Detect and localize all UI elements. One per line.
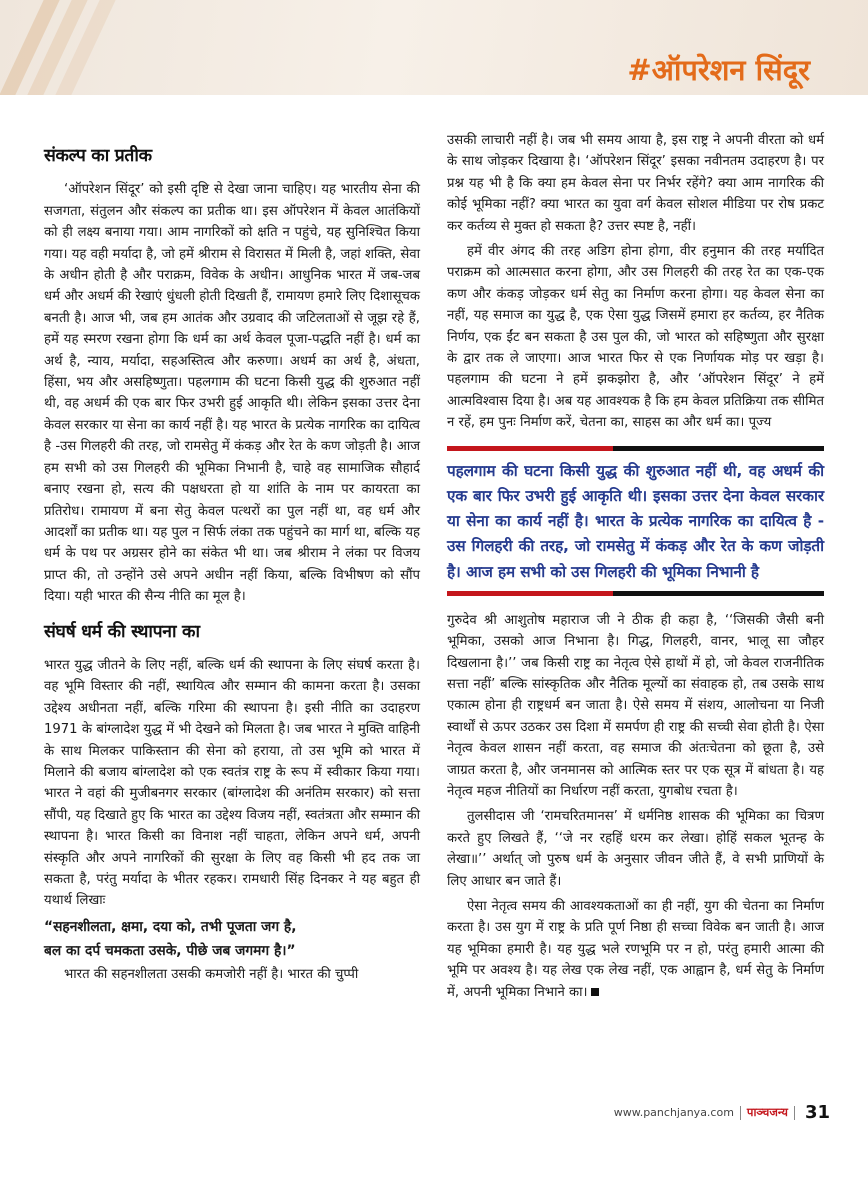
section-heading: संकल्प का प्रतीक (44, 146, 152, 166)
footer-divider (740, 1106, 741, 1120)
pull-quote-rule (447, 591, 824, 596)
pull-quote (447, 446, 824, 596)
body-paragraph: गुरुदेव श्री आशुतोष महाराज जी ने ठीक ही कहा है, ‘‘जिसकी जैसी बनी भूमिका, उसको आज निभाना है। गिद्ध, गिलहरी, वानर, भालू सा जौहर दिखलाना है।’’ जब किसी राष्ट्र का नेतृत्व ऐसे हाथों में हो, जो केवल राजनीतिक सत्ता नहीं’ बल्कि सांस्कृतिक और नैतिक मूल्यों का संवाहक हो, तब उसके साथ एकात्म होना ही राष्ट्रधर्म बन जाता है। ऐसे समय में संशय, आलोचना या निजी स्वार्थों से ऊपर उठकर उस दिशा में समर्पण ही राष्ट्र की सच्ची सेवा होती है। ऐसा नेतृत्व केवल शासन नहीं करता, वह समाज की अंतःचेतना को छूता है, उसे जाग्रत करता है, और जनमानस को आत्मिक स्तर पर एक सूत्र में बांधता है। यह नेतृत्व महज नीतियों का निर्धारण नहीं करता, युगबोध रचता है। (447, 612, 824, 799)
body-paragraph: भारत की सहनशीलता उसकी कमजोरी नहीं है। भारत की चुप्पी (64, 966, 359, 982)
header-band (0, 0, 868, 95)
footer-url: www.panchjanya.com (613, 1106, 734, 1119)
page-number: 31 (804, 1102, 830, 1123)
end-mark-icon (591, 988, 599, 996)
section-heading: संघर्ष धर्म की स्थापना का (44, 621, 200, 642)
poem-quote-line: “सहनशीलता, क्षमा, दया को, तभी पूजता जग है, (44, 918, 297, 935)
body-paragraph: उसकी लाचारी नहीं है। जब भी समय आया है, इस राष्ट्र ने अपनी वीरता को धर्म के साथ जोड़कर दिखाया है। ‘ऑपरेशन सिंदूर’ इसका नवीनतम उदाहरण है। पर प्रश्न यह भी है कि क्या हम केवल सेना पर निर्भर रहेंगे? क्या आम नागरिक की कोई भूमिका नहीं? क्या भारत का युवा वर्ग केवल सोशल मीडिया पर रोष प्रकट कर कर्तव्य से मुक्त हो सकता है? उत्तर स्पष्ट है, नहीं। (447, 133, 824, 234)
poem-quote-line: बल का दर्प चमकता उसके, पीछे जब जगमग है।” (44, 942, 296, 959)
left-column (44, 138, 420, 989)
body-paragraph: हमें वीर अंगद की तरह अडिग होना होगा, वीर हनुमान की तरह मर्यादित पराक्रम को आत्मसात करना होगा, और उस गिलहरी की तरह रेत का एक-एक कण और कंकड़ जोड़कर धर्म सेतु का निर्माण करना होगा। यह केवल सेना का नहीं, यह समाज का युद्ध है, एक ऐसा युद्ध जिसमें हमारा हर कर्तव्य, हर नैतिक निर्णय, एक ईंट बन सकता है उस पुल की, जो भारत को सहिष्णुता और सुरक्षा के द्वार तक ले जाएगा। आज भारत फिर से एक निर्णायक मोड़ पर खड़ा है। पहलगाम की घटना ने हमें झकझोरा है, और ‘ऑपरेशन सिंदूर’ ने हमें आत्मविश्वास दिया है। अब यह आवश्यक है कि हम केवल प्रतिक्रिया तक सीमित न रहें, हम पुनः निर्माण करें, चेतना का, साहस का और धर्म का। पूज्य (447, 244, 824, 431)
pull-quote-text: पहलगाम की घटना किसी युद्ध की शुरुआत नहीं थी, वह अधर्म की एक बार फिर उभरी हुई आकृति थी। इसका उत्तर देना केवल सरकार या सेना का कार्य नहीं है। भारत के प्रत्येक नागरिक का दायित्व है - उस गिलहरी की तरह, जो रामसेतु में कंकड़ और रेत के कण जोड़ती है। आज हम सभी को उस गिलहरी की भूमिका निभानी है (447, 461, 824, 581)
body-paragraph: भारत युद्ध जीतने के लिए नहीं, बल्कि धर्म की स्थापना के लिए संघर्ष करता है। वह भूमि विस्तार की नहीं, स्थायित्व और सम्मान की कामना करता है। उसका उद्देश्य अधीनता नहीं, बल्कि गरिमा की स्थापना है। इसी नीति का उदाहरण 1971 के बांग्लादेश युद्ध में भी देखने को मिलता है। जब भारत ने मुक्ति वाहिनी के साथ मिलकर पाकिस्तान की सेना को हराया, तो उस भूमि को भारत में मिलाने की बजाय बांग्लादेश को एक स्वतंत्र राष्ट्र के रूप में स्वीकार किया गया। भारत ने वहां की मुजीबनगर सरकार (बांग्लादेश की अनंतिम सरकार) को सत्ता सौंपी, यह दिखाते हुए कि भारत का उद्देश्य विजय नहीं, स्वतंत्रता और सम्मान की स्थापना है। भारत किसी का विनाश नहीं चाहता, लेकिन अपने धर्म, अपनी संस्कृति और अपने नागरिकों की सुरक्षा के लिए वह किसी भी हद तक जा सकता है, परंतु मर्यादा के भीतर रहकर। रामधारी सिंह दिनकर ने यह बहुत ही यथार्थ लिखाः (44, 657, 420, 909)
body-paragraph: ‘ऑपरेशन सिंदूर’ को इसी दृष्टि से देखा जाना चाहिए। यह भारतीय सेना की सजगता, संतुलन और संकल्प का प्रतीक था। इस ऑपरेशन में केवल आतंकियों को ही लक्ष्य बनाया गया। आम नागरिकों को क्षति न पहुंचे, यह सुनिश्चित किया गया। यह वही मर्यादा है, जो हमें श्रीराम से विरासत में मिली है, जहां शक्ति, सेवा के अधीन होती है और पराक्रम, विवेक के अधीन। आधुनिक भारत में जब-जब धर्म और अधर्म की रेखाएं धुंधली होती दिखती हैं, रामायण हमारे लिए दिशासूचक बनती है। आज भी, जब हम आतंक और उग्रवाद की जटिलताओं से जूझ रहे हैं, हमें यह स्मरण रखना होगा कि धर्म का अर्थ केवल पूजा-पद्धति नहीं है। धर्म का अर्थ है, न्याय, मर्यादा, सहअस्तित्व और करुणा। अधर्म का अर्थ है, अंधता, हिंसा, भय और असहिष्णुता। पहलगाम की घटना किसी युद्ध की शुरुआत नहीं थी, वह अधर्म की एक बार फिर उभरी हुई आकृति थी। लेकिन इसका उत्तर देना केवल सरकार या सेना का कार्य नहीं है। यह भारत के प्रत्येक नागरिक का दायित्व है -उस गिलहरी की तरह, जो रामसेतु में कंकड़ और रेत के कण जोड़ती है। आज हम सभी को उस गिलहरी की भूमिका निभानी है, चाहे वह सामाजिक सौहार्द बनाए रखना हो, सत्य की पक्षधरता हो या शांति के नाम पर कायरता का प्रतिरोध। रामायण में बना सेतु केवल पत्थरों का पुल नहीं था, वह धर्म और आदर्शों का प्रतीक था। यह पुल न सिर्फ लंका तक पहुंचने का मार्ग था, बल्कि यह धर्म के पथ पर अग्रसर होने का संकेत भी था। जब श्रीराम ने लंका पर विजय प्राप्त की, तो उन्होंने उसे अपने अधीन नहीं किया, बल्कि विभीषण को सौंप दिया। यही भारत की सैन्य नीति का मूल है। (44, 182, 420, 605)
footer-divider (794, 1106, 795, 1120)
closing-text: ऐसा नेतृत्व समय की आवश्यकताओं का ही नहीं, युग की चेतना का निर्माण करता है। उस युग में राष्ट्र के प्रति पूर्ण निष्ठा ही सच्चा विवेक बन जाती है। आज यह भूमिका हमारी है। यह युद्ध भले रणभूमि पर न हो, परंतु हमारी आत्मा की भूमि पर अवश्य है। यह लेख एक लेख नहीं, एक आह्वान है, धर्म सेतु के निर्माण में, अपनी भूमिका निभाने का। (447, 898, 824, 1000)
right-column (447, 130, 824, 1007)
body-paragraph (447, 896, 824, 1003)
footer-brand: पाञ्चजन्य (746, 1105, 788, 1119)
body-paragraph: तुलसीदास जी ‘रामचरितमानस’ में धर्मनिष्ठ शासक की भूमिका का चित्रण करते हुए लिखते हैं, ‘‘जे नर रहहिं धरम कर लेखा। होहिं सकल भूतन्ह के लेखा॥’’ अर्थात् जो पुरुष धर्म के अनुसार जीवन जीते हैं, वे सभी प्राणियों के लिए आधार बन जाते हैं। (447, 809, 824, 889)
section-tag: #ऑपरेशन सिंदूर (627, 53, 810, 87)
page-footer (614, 1102, 830, 1123)
pull-quote-rule (447, 446, 824, 451)
